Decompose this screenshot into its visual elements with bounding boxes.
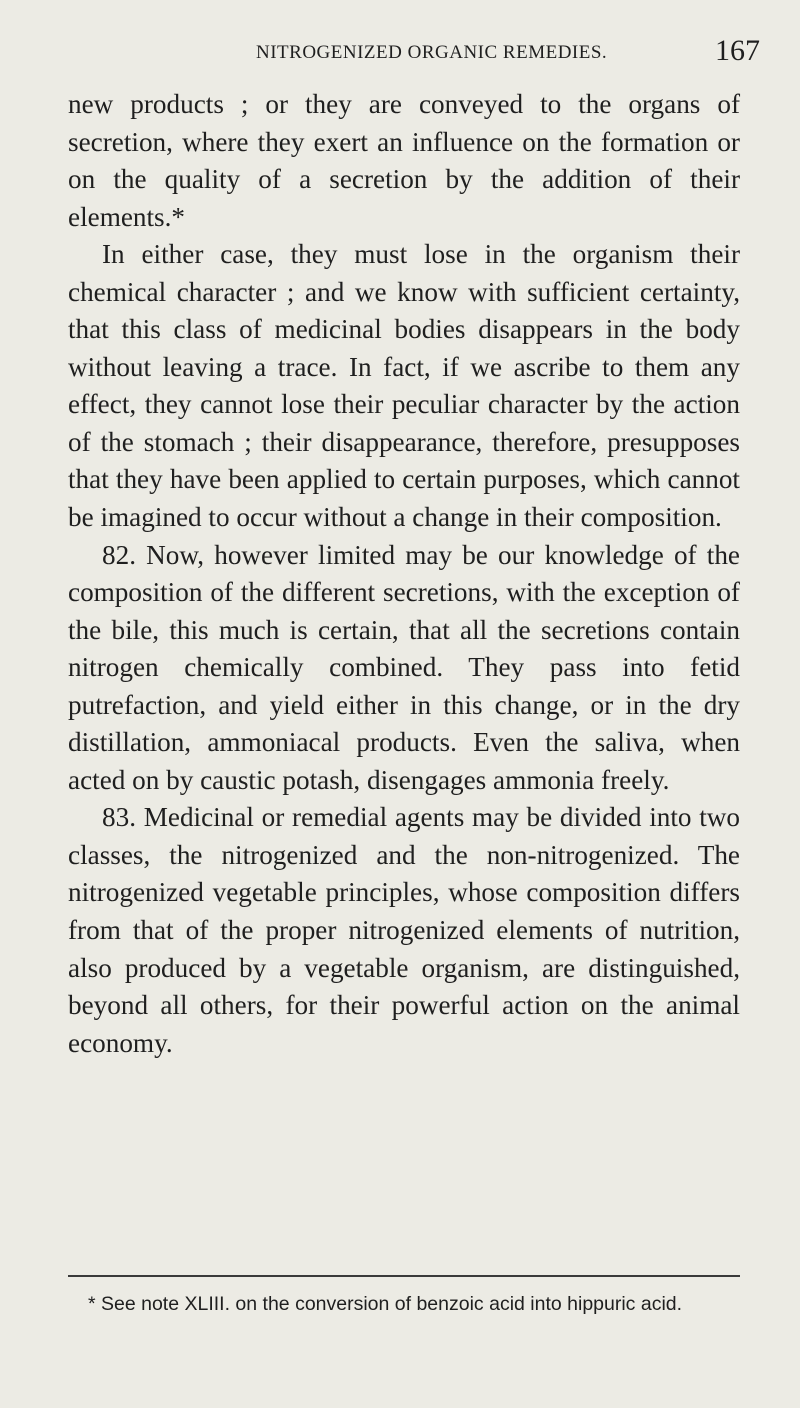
running-title: NITROGENIZED ORGANIC REMEDIES. — [256, 42, 608, 63]
body-text — [68, 86, 740, 1062]
paragraph: In either case, they must lose in the organism their chemical character ; and we know with sufficient certainty, that this class of medicinal bodies disappears in the body without leaving a trace. In fact, if we ascribe to them any effect, they cannot lose their peculiar character by the action of the stomach ; their disappearance, therefore, presupposes that they have been applied to certain purposes, which cannot be imagined to occur without a change in their composition. — [68, 239, 740, 533]
paragraph: 82. Now, however limited may be our knowledge of the composition of the different secretions, with the exception of the bile, this much is certain, that all the secretions contain nitrogen chemically combined. They pass into fetid putrefaction, and yield either in this change, or in the dry distillation, ammoniacal products. Even the saliva, when acted on by caustic potash, disengages ammonia freely. — [68, 539, 740, 795]
footnote-divider — [68, 1275, 740, 1277]
footnote: * See note XLIII. on the conversion of benzoic acid into hippuric acid. — [88, 1293, 683, 1315]
page-number: 167 — [715, 34, 760, 67]
paragraph: 83. Medicinal or remedial agents may be divided into two classes, the nitrogenized and the non-nitrogenized. The nitrogenized vegetable principles, whose composition differs from that of the proper nitrogenized elements of nutrition, also produced by a vegetable organism, are distinguished, beyond all others, for their powerful action on the animal economy. — [68, 802, 740, 1058]
paragraph: new products ; or they are conveyed to the organs of secretion, where they exert an influence on the formation or on the quality of a secretion by the addition of their elements.* — [68, 89, 740, 232]
